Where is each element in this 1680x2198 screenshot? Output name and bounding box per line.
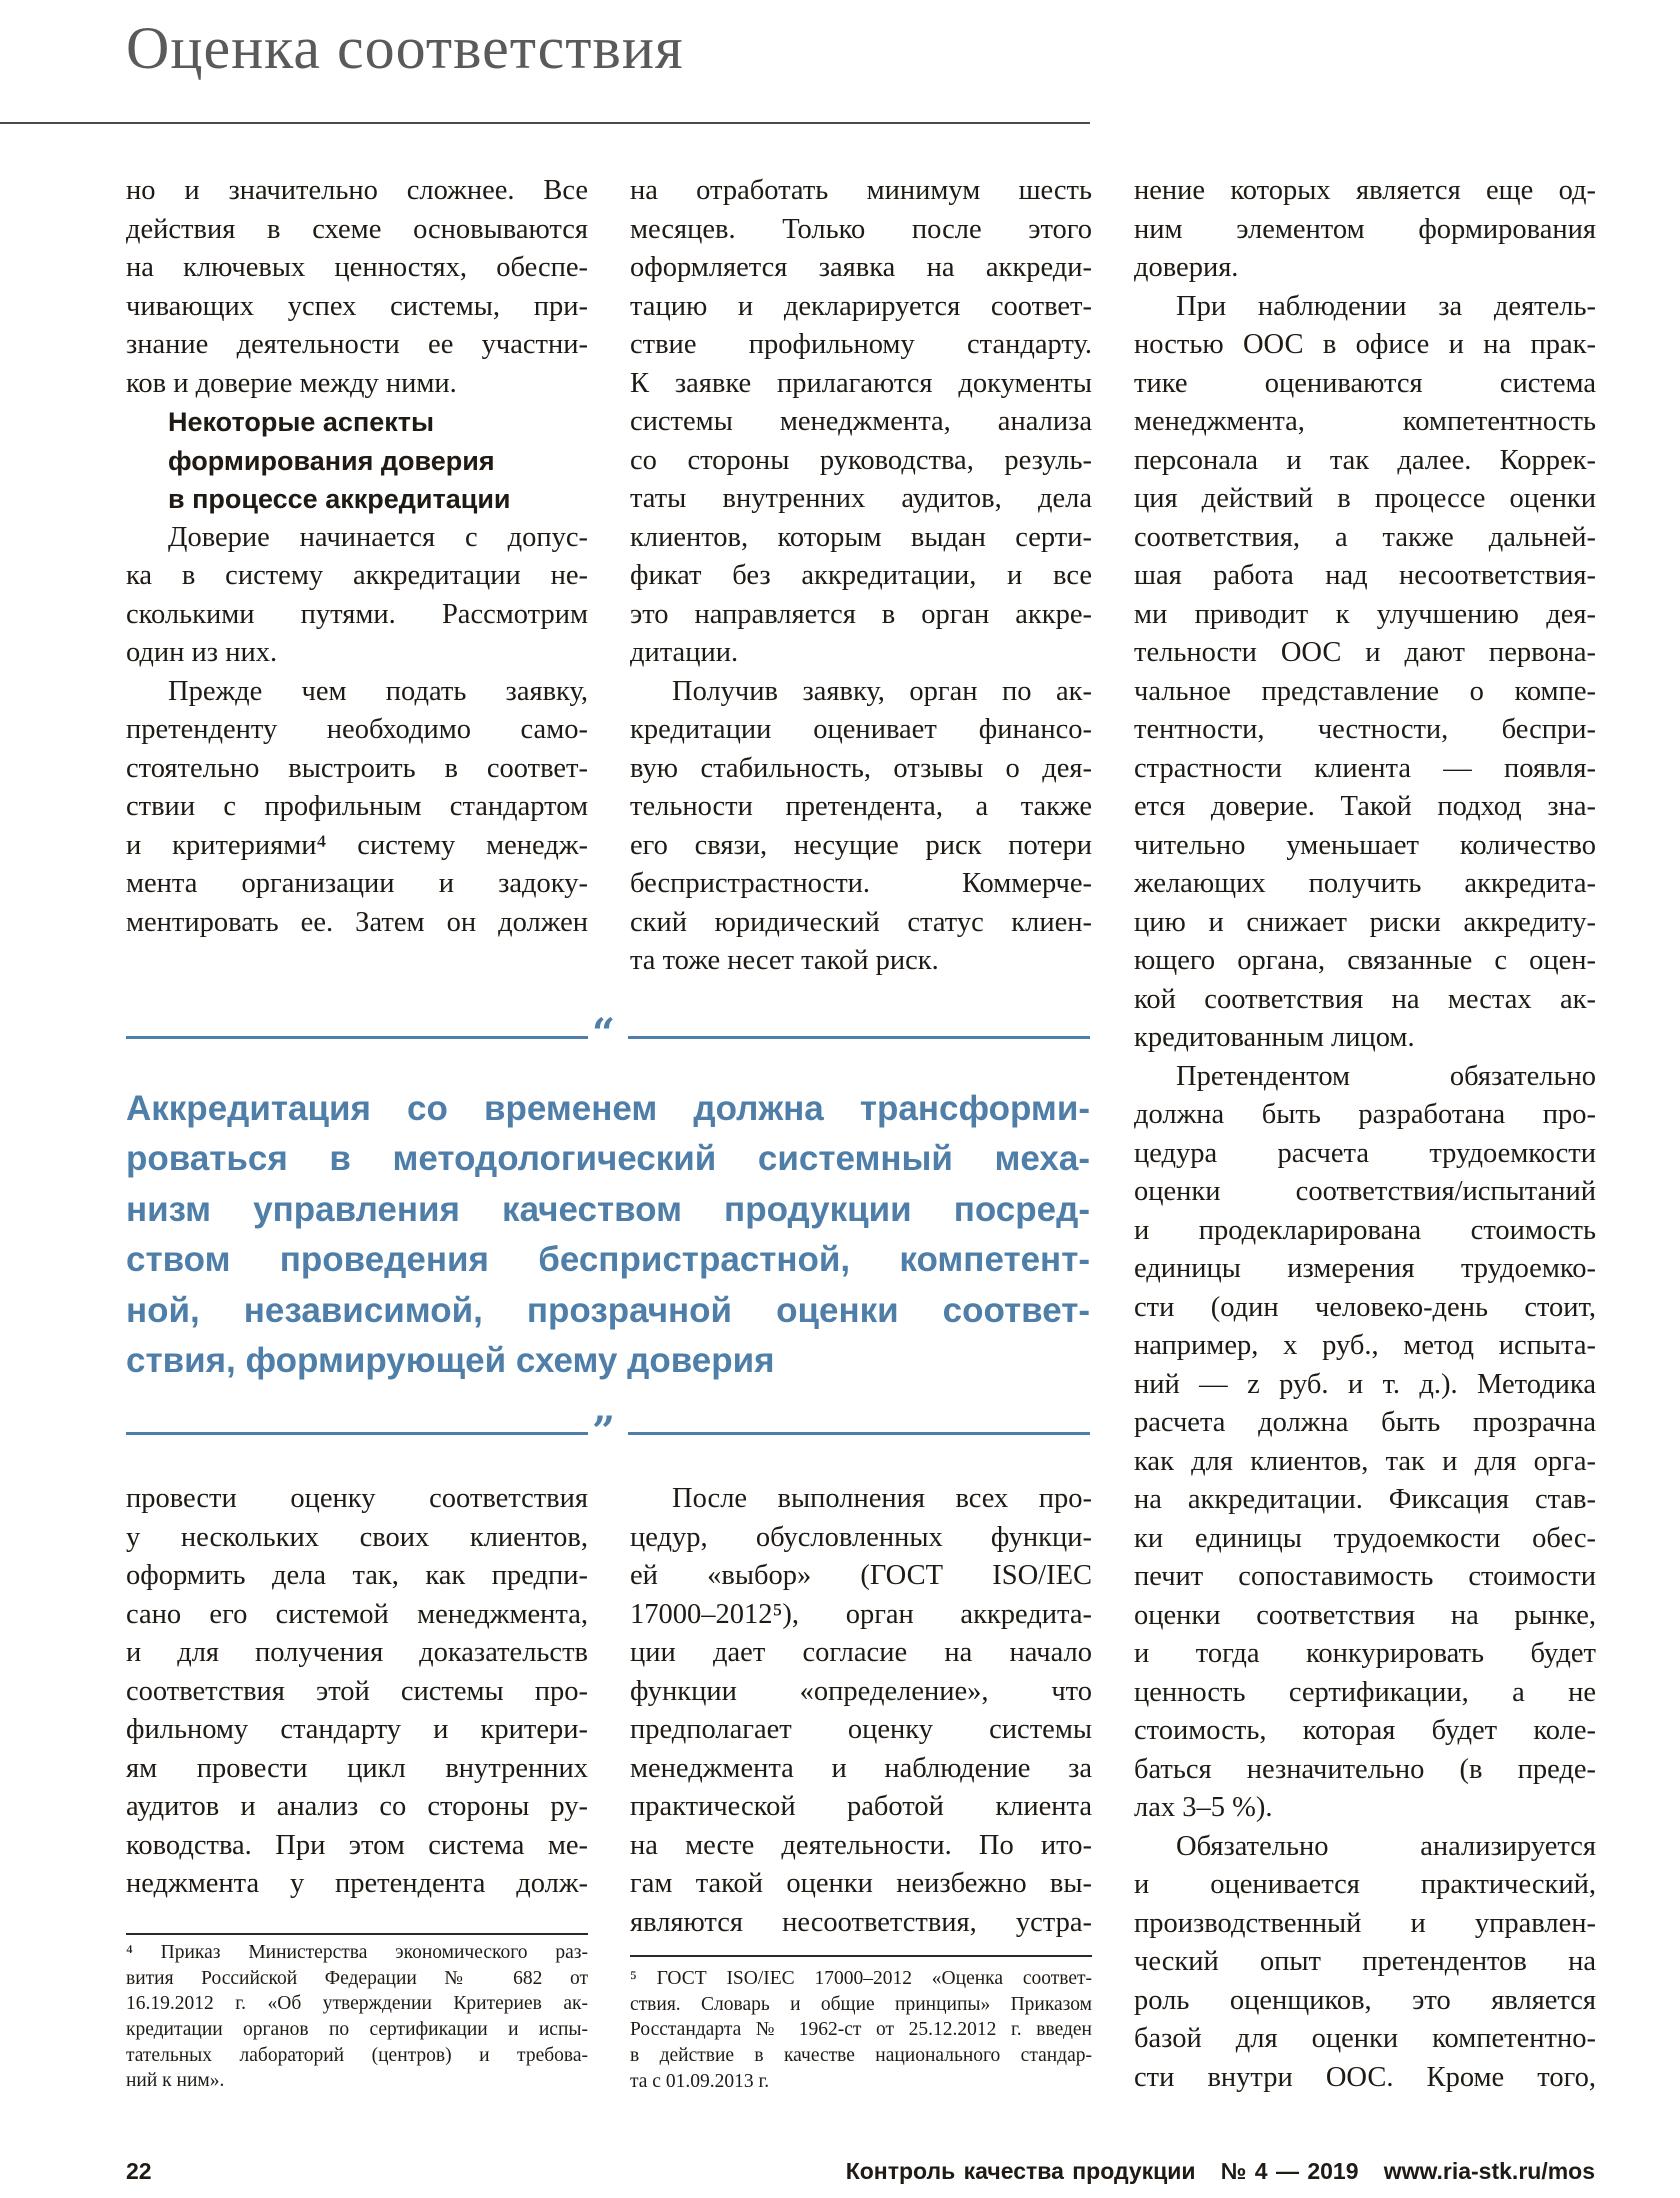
text-line: ется доверие. Такой подход зна- <box>1134 791 1596 822</box>
text-line: кредитованным лицом. <box>1134 1022 1415 1053</box>
text-line: аудитов и анализ со стороны ру- <box>126 1791 588 1822</box>
text-line: ческий опыт претендентов на <box>1134 1946 1596 1977</box>
text-line: ний — z руб. и т. д.). Методика <box>1134 1368 1596 1400</box>
pull-quote <box>126 1084 1090 1386</box>
text-line: неджмента у претендента долж- <box>126 1868 588 1899</box>
text-line: цедура расчета трудоемкости <box>1134 1137 1596 1169</box>
text-line: и тогда конкурировать будет <box>1134 1638 1596 1669</box>
column-1-top <box>126 172 588 942</box>
text-line: оценки соответствия/испытаний <box>1134 1176 1596 1207</box>
text-line: печит сопоставимость стоимости <box>1134 1561 1596 1592</box>
text-line: производственный и управлен- <box>1134 1907 1596 1939</box>
text-line: После выполнения всех про- <box>672 1483 1092 1514</box>
text-line: Обязательно анализируется <box>1176 1830 1596 1862</box>
quote-line: ством проведения беспристрастной, компетент- <box>126 1240 1090 1280</box>
text-line: соответствия этой системы про- <box>126 1675 588 1707</box>
text-line: ция действий в процессе оценки <box>1134 483 1596 514</box>
text-line: на ключевых ценностях, обеспе- <box>126 252 588 283</box>
quote-rule-bottom-left <box>126 1432 588 1435</box>
text-line: ствии с профильным стандартом <box>126 791 588 822</box>
subheading-line: в процессе аккредитации <box>168 484 511 514</box>
text-line: со стороны руководства, резуль- <box>630 444 1092 476</box>
subheading-line: формирования доверия <box>168 445 495 476</box>
text-line: Доверие начинается с допус- <box>168 521 588 553</box>
text-line: ский юридический статус клиен- <box>630 906 1092 938</box>
text-line: чивающих успех системы, при- <box>126 290 588 322</box>
text-line: Росстандарта № 1962-ст от 25.12.2012 г. введен <box>630 2019 1092 2041</box>
text-line: фильному стандарту и критери- <box>126 1714 588 1745</box>
text-line: но и значительно сложнее. Все <box>126 175 588 206</box>
text-line: ка в систему аккредитации не- <box>126 560 588 591</box>
text-line: ствия. Словарь и общие принципы» Приказом <box>630 1993 1092 2015</box>
text-line: один из них. <box>126 637 278 668</box>
text-line: расчета должна быть прозрачна <box>1134 1407 1596 1438</box>
text-line: ним элементом формирования <box>1134 213 1596 245</box>
footnote-divider-1 <box>126 1933 588 1935</box>
column-2-bottom <box>630 1480 1092 1942</box>
quote-rule-top-left <box>126 1036 588 1039</box>
text-line: ⁵ ГОСТ ISO/IEC 17000–2012 «Оценка соответ- <box>630 1968 1092 1989</box>
text-line: роль оценщиков, это является <box>1134 1984 1596 2016</box>
text-line: ки единицы трудоемкости обес- <box>1134 1522 1596 1554</box>
quote-rule-top-right <box>628 1036 1090 1039</box>
text-line: фикат без аккредитации, и все <box>630 560 1092 591</box>
text-line: желающих получить аккредита- <box>1134 868 1596 899</box>
header-divider <box>0 122 1090 124</box>
text-line: претенденту необходимо само- <box>126 714 588 745</box>
text-line: тацию и декларируется соответ- <box>630 290 1092 322</box>
text-line: доверия. <box>1134 252 1239 283</box>
page-number: 22 <box>126 2158 152 2184</box>
text-line: тентности, честности, беспри- <box>1134 714 1596 745</box>
text-line: должна быть разработана про- <box>1134 1099 1596 1130</box>
text-line: страстности клиента — появля- <box>1134 752 1596 784</box>
column-1-bottom <box>126 1480 588 1904</box>
text-line: вую стабильность, отзывы о дея- <box>630 752 1092 784</box>
text-line: например, x руб., метод испыта- <box>1134 1330 1596 1361</box>
footnote-5 <box>630 1966 1092 2094</box>
column-2-top <box>630 172 1092 981</box>
text-line: тательных лабораторий (центров) и требова- <box>126 2044 588 2066</box>
text-line: сано его системой менеджмента, <box>126 1598 588 1630</box>
footnote-divider-2 <box>630 1955 1092 1957</box>
text-line: баться незначительно (в преде- <box>1134 1753 1596 1785</box>
text-line: 17000–2012⁵), орган аккредита- <box>630 1598 1092 1630</box>
text-line: стоятельно выстроить в соответ- <box>126 752 588 784</box>
text-line: вития Российской Федерации № 682 от <box>126 1967 588 1989</box>
text-line: стоимость, которая будет коле- <box>1134 1715 1596 1746</box>
quote-line: ствия, формирующей схему доверия <box>126 1340 775 1380</box>
subheading-line: Некоторые аспекты <box>168 407 435 437</box>
text-line: сколькими путями. Рассмотрим <box>126 598 588 630</box>
text-line: тельности ООС и дают первона- <box>1134 637 1596 668</box>
text-line: клиентов, которым выдан серти- <box>630 521 1092 553</box>
text-line: кой соответствия на местах ак- <box>1134 983 1596 1015</box>
text-line: знание деятельности ее участни- <box>126 329 588 360</box>
text-line: единицы измерения трудоемко- <box>1134 1253 1596 1284</box>
text-line: персонала и так далее. Коррек- <box>1134 444 1596 476</box>
text-line: сти внутри ООС. Кроме того, <box>1134 2061 1596 2093</box>
text-line: системы менеджмента, анализа <box>630 406 1092 437</box>
text-line: базой для оценки компетентно- <box>1134 2023 1596 2054</box>
text-line: на месте деятельности. По ито- <box>630 1829 1092 1861</box>
text-line: гам такой оценки неизбежно вы- <box>630 1868 1092 1899</box>
text-line: лах 3–5 %). <box>1134 1792 1273 1823</box>
text-line: таты внутренних аудитов, дела <box>630 483 1092 514</box>
text-line: беспристрастности. Коммерче- <box>630 868 1092 899</box>
text-line: соответствия, а также дальней- <box>1134 521 1596 553</box>
text-line: тике оцениваются система <box>1134 367 1596 399</box>
text-line: шая работа над несоответствия- <box>1134 560 1596 591</box>
quote-line: ной, независимой, прозрачной оценки соответ- <box>126 1290 1090 1330</box>
text-line: ков и доверие между ними. <box>126 367 457 399</box>
journal-url[interactable]: www.ria-stk.ru/mos <box>1383 2158 1595 2184</box>
text-line: дитации. <box>630 637 739 668</box>
quote-rule-bottom-right <box>628 1432 1090 1435</box>
text-line: При наблюдении за деятель- <box>1176 290 1596 322</box>
text-line: менеджмента, компетентность <box>1134 406 1596 437</box>
text-line: как для клиентов, так и для орга- <box>1134 1445 1596 1477</box>
footnote-4 <box>126 1940 588 2094</box>
text-line: чительно уменьшает количество <box>1134 829 1596 861</box>
quote-open-mark: “ <box>592 1010 616 1057</box>
text-line: та с 01.09.2013 г. <box>630 2070 770 2092</box>
text-line: ми приводит к улучшению дея- <box>1134 598 1596 630</box>
text-line: цию и снижает риски аккредиту- <box>1134 906 1596 938</box>
text-line: К заявке прилагаются документы <box>630 367 1092 399</box>
text-line: нение которых является еще од- <box>1134 175 1596 206</box>
text-line: ководства. При этом система ме- <box>126 1829 588 1861</box>
quote-line: роваться в методологический системный меха- <box>126 1139 1090 1179</box>
text-line: Получив заявку, орган по ак- <box>672 675 1092 707</box>
text-line: Претендентом обязательно <box>1176 1060 1596 1092</box>
text-line: тельности претендента, а также <box>630 791 1092 822</box>
text-line: ментировать ее. Затем он должен <box>126 906 588 938</box>
text-line: являются несоответствия, устра- <box>630 1906 1092 1938</box>
text-line: сти (один человеко-день стоит, <box>1134 1291 1596 1323</box>
text-line: цедур, обусловленных функци- <box>630 1521 1092 1553</box>
text-line: провести оценку соответствия <box>126 1483 588 1514</box>
footer-publication <box>846 2158 1595 2185</box>
text-line: у нескольких своих клиентов, <box>126 1521 588 1553</box>
text-line: и критериями⁴ систему менедж- <box>126 829 588 861</box>
text-line: функции «определение», что <box>630 1675 1092 1707</box>
text-line: на аккредитации. Фиксация став- <box>1134 1484 1596 1515</box>
text-line: кредитации оценивает финансо- <box>630 714 1092 745</box>
text-line: его связи, несущие риск потери <box>630 829 1092 861</box>
issue-number: № 4 — 2019 <box>1220 2158 1359 2184</box>
column-3 <box>1134 172 1596 2097</box>
section-title: Оценка соответствия <box>126 15 684 81</box>
text-line: ностью ООС в офисе и на прак- <box>1134 329 1596 360</box>
text-line: это направляется в орган аккре- <box>630 598 1092 630</box>
text-line: действия в схеме основываются <box>126 213 588 245</box>
text-line: и оценивается практический, <box>1134 1869 1596 1900</box>
text-line: ции дает согласие на начало <box>630 1637 1092 1668</box>
text-line: предполагает оценку системы <box>630 1714 1092 1745</box>
text-line: кредитации органов по сертификации и испы- <box>126 2019 588 2041</box>
text-line: 16.19.2012 г. «Об утверждении Критериев ак- <box>126 1993 588 2015</box>
text-line: ний к ним». <box>126 2070 225 2092</box>
text-line: та тоже несет такой риск. <box>630 945 939 976</box>
text-line: менеджмента и наблюдение за <box>630 1752 1092 1784</box>
text-line: ценность сертификации, а не <box>1134 1676 1596 1708</box>
text-line: ⁴ Приказ Министерства экономического раз- <box>126 1942 588 1963</box>
journal-name: Контроль качества продукции <box>845 2158 1196 2184</box>
text-line: практической работой клиента <box>630 1791 1092 1822</box>
text-line: ющего органа, связанные с оцен- <box>1134 945 1596 976</box>
text-line: и продекларирована стоимость <box>1134 1214 1596 1246</box>
quote-close-mark: ” <box>592 1408 616 1455</box>
text-line: на отработать минимум шесть <box>630 175 1092 206</box>
quote-line: Аккредитация со временем должна трансформи- <box>126 1089 1090 1128</box>
text-line: оценки соответствия на рынке, <box>1134 1599 1596 1631</box>
text-line: в действие в качестве национального стандар- <box>630 2045 1092 2067</box>
text-line: Прежде чем подать заявку, <box>168 675 588 707</box>
text-line: ям провести цикл внутренних <box>126 1752 588 1784</box>
quote-line: низм управления качеством продукции посред- <box>126 1189 1090 1229</box>
text-line: ей «выбор» (ГОСТ ISO/IEC <box>630 1560 1092 1591</box>
text-line: ствие профильному стандарту. <box>630 329 1092 360</box>
text-line: оформить дела так, как предпи- <box>126 1560 588 1591</box>
text-line: оформляется заявка на аккреди- <box>630 252 1092 283</box>
text-line: мента организации и задоку- <box>126 868 588 899</box>
text-line: чальное представление о компе- <box>1134 675 1596 707</box>
text-line: и для получения доказательств <box>126 1637 588 1668</box>
text-line: месяцев. Только после этого <box>630 213 1092 245</box>
